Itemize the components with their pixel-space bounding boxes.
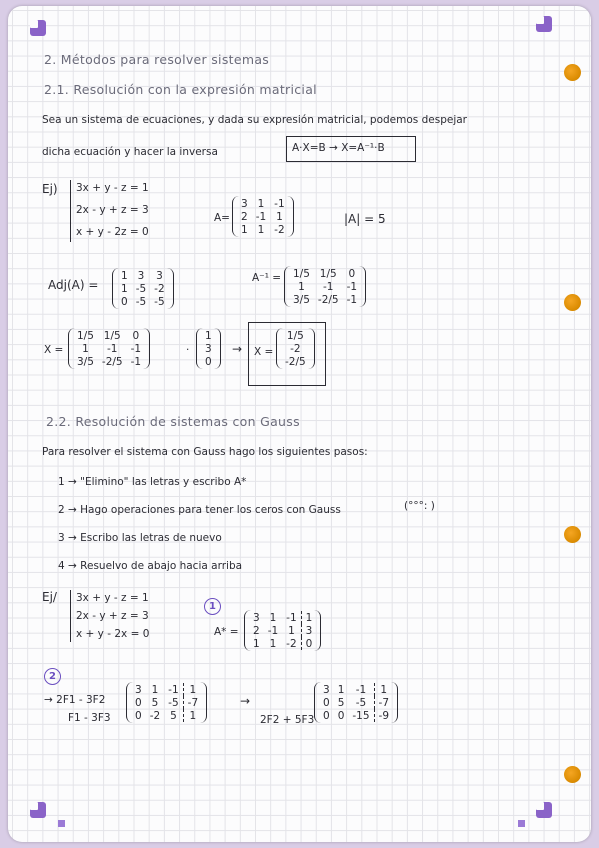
row-operation: F1 - 3F3 <box>68 712 111 724</box>
example-label: Ej) <box>42 182 58 196</box>
intro-line-2: dicha ecuación y hacer la inversa <box>42 146 218 158</box>
equation: 2x - y + z = 3 <box>76 204 149 216</box>
matrix-cell: 3 <box>135 683 142 696</box>
adjoint-label: Adj(A) = <box>48 278 99 292</box>
result-label: X = <box>254 346 274 358</box>
matrix-cell: -2 <box>274 223 285 236</box>
decor-square-icon <box>58 820 65 827</box>
gauss-step: 2 → Hago operaciones para tener los ceros con Gauss <box>58 504 341 516</box>
decor-square-icon <box>518 820 525 827</box>
matrix-cell: -5 <box>135 282 147 295</box>
binder-hole-icon <box>564 766 581 783</box>
matrix-cell: 0 <box>323 696 330 709</box>
system-brace <box>70 180 71 242</box>
matrix-cell: -2/5 <box>317 293 339 306</box>
matrix-cell: -1 <box>255 210 267 223</box>
arrow: → <box>240 694 251 708</box>
matrix-cell: -1 <box>355 683 367 696</box>
matrix-cell: 2 <box>253 624 260 637</box>
matrix-cell: 0 <box>205 355 212 368</box>
gauss-step: 3 → Escribo las letras de nuevo <box>58 532 222 544</box>
gauss-step: 1 → "Elimino" las letras y escribo A* <box>58 476 247 488</box>
matrix-cell: 1/5 <box>286 329 304 342</box>
matrix-cell: 1 <box>298 280 305 293</box>
matrix-cell: -1 <box>346 293 358 306</box>
matrix-cell: 0 <box>135 709 142 722</box>
row-operation: 2F2 + 5F3 <box>260 714 315 726</box>
matrix-inverse <box>284 266 366 307</box>
arrow: → <box>232 342 243 356</box>
matrix-cell: 0 <box>348 267 356 280</box>
matrix-cell: -5 <box>154 295 165 308</box>
formula: A·X=B → X=A⁻¹·B <box>292 142 385 154</box>
vector-result <box>276 328 315 369</box>
example-label: Ej/ <box>42 590 57 604</box>
matrix-cell: -1 <box>267 624 279 637</box>
matrix-cell: 1 <box>337 683 345 696</box>
matrix-cell: 5 <box>337 696 345 709</box>
matrix-cell: -2 <box>286 637 297 650</box>
section-title: 2. Métodos para resolver sistemas <box>44 52 270 67</box>
matrix-cell: 1/5 <box>103 329 121 342</box>
matrix-adjoint <box>112 268 174 309</box>
matrix-step-2 <box>314 682 398 723</box>
inverse-label: A⁻¹ = <box>252 272 282 284</box>
matrix-cell: -5 <box>355 696 367 709</box>
binder-hole-icon <box>564 64 581 81</box>
matrix-cell: 1 <box>151 683 159 696</box>
equation: x + y - 2x = 0 <box>76 628 150 640</box>
matrix-cell: 1 <box>121 269 128 282</box>
system-brace <box>70 590 71 642</box>
matrix-cell: -1 <box>274 197 285 210</box>
matrix-cell: 1/5 <box>293 267 310 280</box>
x-label: X = <box>44 344 64 356</box>
matrix-cell: 1 <box>257 197 265 210</box>
matrix-cell: -1 <box>168 683 179 696</box>
matrix-cell: 1 <box>121 282 128 295</box>
matrix-cell: 0 <box>337 709 345 722</box>
matrix-A-label: A= <box>214 212 230 224</box>
corner-bottom-right-icon <box>536 802 552 818</box>
matrix-cell: 1 <box>253 637 260 650</box>
corner-top-left-icon <box>30 20 46 36</box>
subsection-title-1: 2.1. Resolución con la expresión matricial <box>44 82 317 97</box>
row-operation: → 2F1 - 3F2 <box>44 694 106 706</box>
matrix-cell: -2/5 <box>101 355 123 368</box>
step-number-badge: 2 <box>44 668 61 685</box>
binder-hole-icon <box>564 294 581 311</box>
gauss-step: 4 → Resuelvo de abajo hacia arriba <box>58 560 243 572</box>
matrix-cell: -5 <box>135 295 147 308</box>
matrix-cell: 0 <box>132 329 140 342</box>
matrix-cell: -15 <box>352 709 370 722</box>
matrix-cell: -1 <box>107 342 118 355</box>
equation: 3x + y - z = 1 <box>76 182 149 194</box>
matrix-cell: 1 <box>374 683 393 696</box>
equation: 3x + y - z = 1 <box>76 592 149 604</box>
intro-line-1: Sea un sistema de ecuaciones, y dada su expresión matricial, podemos despejar <box>42 114 467 126</box>
matrix-cell: -2/5 <box>285 355 306 368</box>
matrix-cell: 3 <box>241 197 248 210</box>
matrix-A <box>232 196 294 237</box>
matrix-cell: 1 <box>288 624 295 637</box>
matrix-cell: 3/5 <box>293 293 310 306</box>
matrix-cell: -1 <box>286 611 297 624</box>
vector-B <box>196 328 221 369</box>
matrix-cell: -2 <box>154 282 165 295</box>
matrix-step-1 <box>126 682 207 723</box>
matrix-cell: 3 <box>156 269 163 282</box>
matrix-cell: 0 <box>301 637 316 650</box>
matrix-cell: -1 <box>323 280 334 293</box>
matrix-cell: 1 <box>82 342 89 355</box>
notebook-page <box>8 6 591 842</box>
corner-top-right-icon <box>536 16 552 32</box>
determinant: |A| = 5 <box>344 212 386 226</box>
matrix-cell: 1 <box>276 210 283 223</box>
multiply-dot: · <box>186 344 190 356</box>
matrix-inverse-copy <box>68 328 150 369</box>
matrix-cell: 2 <box>241 210 248 223</box>
subsection-title-2: 2.2. Resolución de sistemas con Gauss <box>46 414 300 429</box>
matrix-cell: 1 <box>183 709 202 722</box>
equation: x + y - 2z = 0 <box>76 226 149 238</box>
matrix-cell: 1 <box>183 683 202 696</box>
matrix-cell: -9 <box>374 709 393 722</box>
matrix-cell: 5 <box>170 709 177 722</box>
matrix-cell: 1 <box>269 637 277 650</box>
matrix-augmented <box>244 610 321 651</box>
matrix-cell: -2 <box>149 709 161 722</box>
matrix-cell: 3 <box>137 269 145 282</box>
matrix-cell: -7 <box>374 696 393 709</box>
zeros-glyph: (°°°: ) <box>404 500 435 512</box>
matrix-cell: 1 <box>269 611 277 624</box>
matrix-cell: -2 <box>290 342 301 355</box>
matrix-cell: 1 <box>205 329 212 342</box>
gauss-intro: Para resolver el sistema con Gauss hago los siguientes pasos: <box>42 446 368 458</box>
matrix-cell: 0 <box>121 295 128 308</box>
matrix-cell: 3 <box>301 624 316 637</box>
matrix-cell: 5 <box>151 696 159 709</box>
binder-hole-icon <box>564 526 581 543</box>
matrix-cell: -1 <box>130 342 142 355</box>
matrix-cell: 1 <box>241 223 248 236</box>
matrix-cell: 1/5 <box>319 267 337 280</box>
matrix-cell: 0 <box>323 709 330 722</box>
matrix-cell: 1/5 <box>77 329 94 342</box>
matrix-cell: -1 <box>346 280 358 293</box>
matrix-cell: 3 <box>205 342 212 355</box>
matrix-cell: 1 <box>257 223 265 236</box>
matrix-cell: 0 <box>135 696 142 709</box>
matrix-cell: -7 <box>183 696 202 709</box>
step-number-badge: 1 <box>204 598 221 615</box>
matrix-cell: 3 <box>323 683 330 696</box>
equation: 2x - y + z = 3 <box>76 610 149 622</box>
matrix-cell: 1 <box>301 611 316 624</box>
matrix-cell: 3 <box>253 611 260 624</box>
matrix-cell: -5 <box>168 696 179 709</box>
matrix-cell: 3/5 <box>77 355 94 368</box>
matrix-cell: -1 <box>130 355 142 368</box>
augmented-label: A* = <box>214 626 239 638</box>
corner-bottom-left-icon <box>30 802 46 818</box>
